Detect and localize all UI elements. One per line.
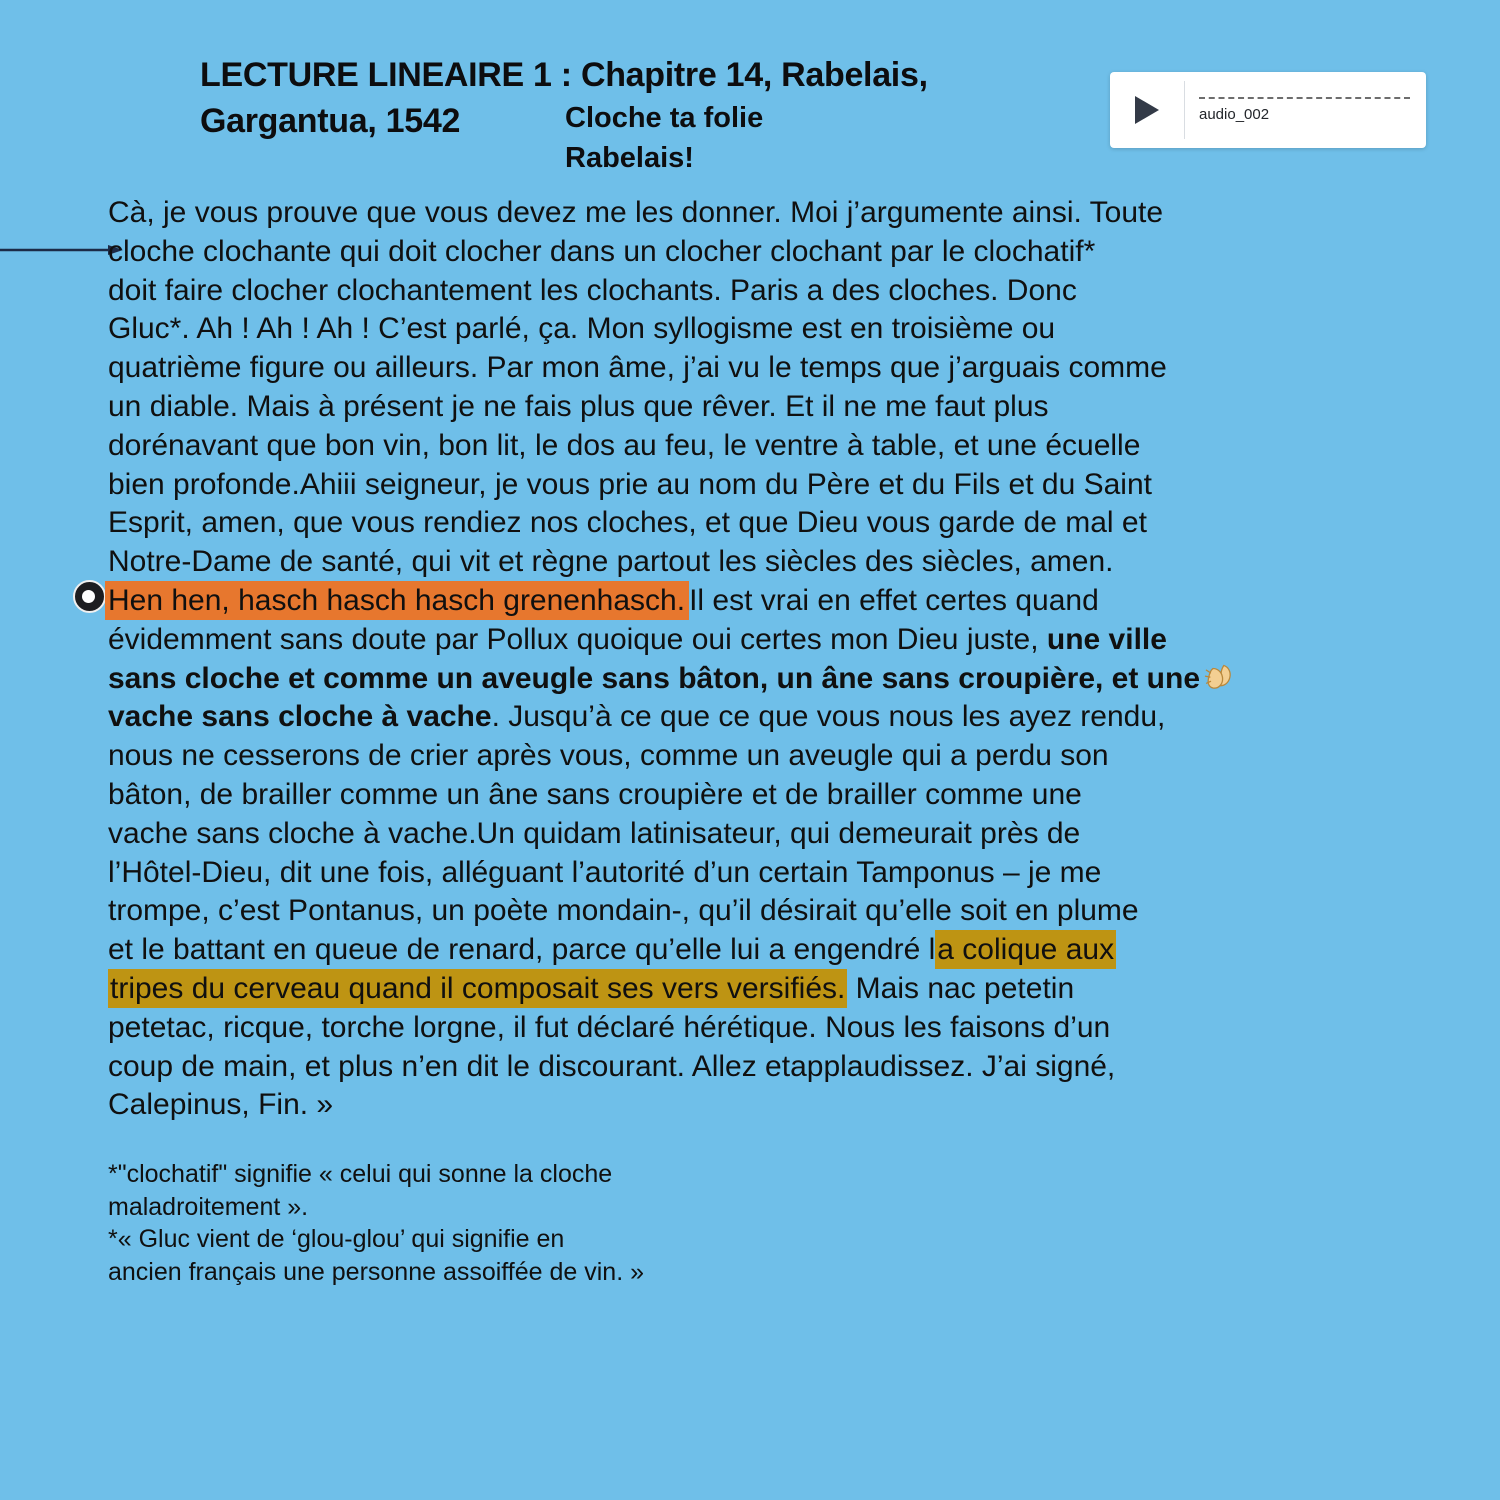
clapping-hands-emoji [1200,662,1235,695]
subtitle-line-1: Cloche ta folie [565,102,764,134]
text-line [108,466,1438,505]
text-line [108,892,1438,931]
footnote-line: ancien français une personne assoiffée de vin. » [108,1257,645,1286]
text-line [108,815,1438,854]
text-segment: doit faire clocher clochantement les clochants. Paris a des cloches. Donc [108,273,1077,307]
text-line [108,1009,1438,1048]
footnote-line: maladroitement ». [108,1192,309,1221]
text-segment: évidemment sans doute par Pollux quoique oui certes mon Dieu juste, [108,622,1047,656]
footnote-line: *"clochatif" signifie « celui qui sonne la cloche [108,1160,613,1188]
highlight-gold-text: tripes du cerveau quand il composait ses vers versifiés. [108,969,847,1008]
text-line [108,737,1438,776]
text-segment: trompe, c’est Pontanus, un poète mondain-, qu’il désirait qu’elle soit en plume [108,894,1139,928]
text-segment: petetac, ricque, torche lorgne, il fut déclaré hérétique. Nous les faisons d’un [108,1010,1111,1044]
text-line [108,310,1438,349]
audio-track [1185,97,1426,123]
text-line [108,233,1438,272]
bold-text: vache sans cloche à vache [108,700,492,734]
text-segment: Calepinus, Fin. » [108,1088,334,1122]
text-segment: Il est vrai en effet certes quand [689,583,1099,617]
text-line [108,854,1438,893]
text-segment: et le battant en queue de renard, parce qu’elle lui a engendré l [108,933,936,967]
body-text [108,194,1438,1125]
text-line [108,194,1438,233]
audio-player[interactable] [1110,72,1426,148]
footnote-line: *« Gluc vient de ‘glou-glou’ qui signifie en [108,1225,565,1253]
text-line [108,931,1438,970]
bold-text: une ville [1046,622,1167,656]
text-segment: bâton, de brailler comme un âne sans croupière et de brailler comme une [108,777,1082,811]
text-segment: dorénavant que bon vin, bon lit, le dos au feu, le ventre à table, et une écuelle [108,428,1141,462]
text-segment: un diable. Mais à présent je ne fais plus que rêver. Et il ne me faut plus [108,389,1049,423]
page-title [200,52,928,144]
text-line [108,970,1438,1009]
play-button[interactable] [1110,72,1184,148]
text-segment: l’Hôtel-Dieu, dit une fois, alléguant l’autorité d’un certain Tamponus – je me [108,855,1102,889]
subtitle-line-2: Rabelais! [565,142,694,174]
text-line [108,1048,1438,1087]
title-line-1: LECTURE LINEAIRE 1 : Chapitre 14, Rabelais, [200,56,928,94]
play-icon [1135,96,1159,124]
text-segment: Cà, je vous prouve que vous devez me les donner. Moi j’argumente ainsi. Toute [108,196,1164,229]
title-line-2: Gargantua, 1542 [200,102,461,140]
text-line [108,388,1438,427]
text-segment: . Jusqu’à ce que ce que vous nous les ayez rendu, [491,700,1166,734]
text-segment: Gluc*. Ah ! Ah ! Ah ! C’est parlé, ça. Mon syllogisme est en troisième ou [108,312,1056,346]
text-line [108,582,1438,621]
audio-filename: audio_002 [1199,106,1270,123]
text-line [108,543,1438,582]
text-line [108,427,1438,466]
audio-marker-icon[interactable] [73,580,106,613]
text-segment: nous ne cesserons de crier après vous, comme un aveugle qui a perdu son [108,739,1109,773]
text-segment: Notre-Dame de santé, qui vit et règne partout les siècles des siècles, amen. [108,545,1114,579]
text-line [108,621,1438,660]
text-segment: Esprit, amen, que vous rendiez nos cloches, et que Dieu vous garde de mal et [108,506,1147,540]
audio-progress-track[interactable] [1199,97,1410,99]
page-subtitle [565,98,763,178]
text-segment: vache sans cloche à vache.Un quidam latinisateur, qui demeurait près de [108,816,1081,850]
text-line [108,776,1438,815]
footnotes [108,1158,644,1288]
text-line [108,504,1438,543]
text-line [108,698,1438,737]
audio-marker-dot [82,590,95,603]
text-segment: bien profonde.Ahiii seigneur, je vous prie au nom du Père et du Fils et du Saint [108,467,1152,501]
text-segment: coup de main, et plus n’en dit le discourant. Allez etapplaudissez. J’ai signé, [108,1049,1116,1083]
bold-text: sans cloche et comme un aveugle sans bâton, un âne sans croupière, et une [108,661,1201,695]
text-line [108,349,1438,388]
highlight-orange-text: Hen hen, hasch hasch hasch grenenhasch. [105,581,689,620]
text-line [108,660,1438,699]
text-segment: quatrième figure ou ailleurs. Par mon âme, j’ai vu le temps que j’arguais comme [108,351,1167,385]
highlight-gold-text: a colique aux [935,930,1116,969]
text-segment: cloche clochante qui doit clocher dans un clocher clochant par le clochatif* [108,234,1096,268]
text-line [108,1086,1438,1125]
text-line [108,272,1438,311]
text-segment: Mais nac petetin [847,971,1075,1005]
